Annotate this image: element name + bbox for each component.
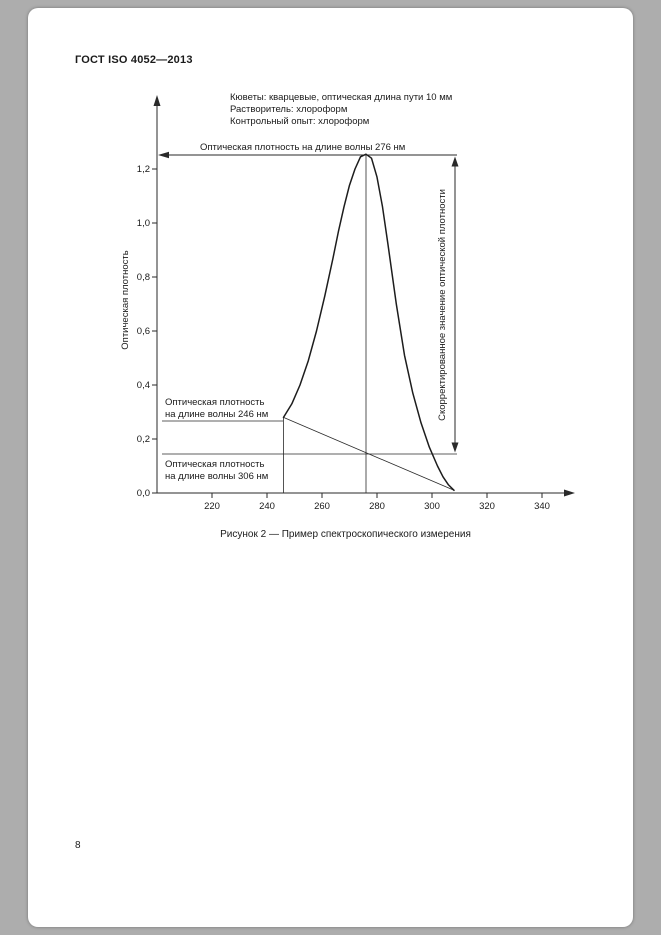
chart-notes bbox=[230, 92, 452, 127]
od306-label-line1: Оптическая плотность bbox=[165, 459, 265, 470]
corrected-arrow-down-icon bbox=[452, 443, 459, 453]
x-tick-marks bbox=[212, 493, 542, 498]
document-header: ГОСТ ISO 4052—2013 bbox=[75, 54, 193, 66]
y-tick-02: 0,2 bbox=[136, 434, 150, 445]
absorption-curve bbox=[284, 154, 455, 490]
x-tick-280: 280 bbox=[369, 501, 385, 512]
note-cuvettes: Кюветы: кварцевые, оптическая длина пути 10 мм bbox=[230, 92, 453, 103]
od306-label-line2: на длине волны 306 нм bbox=[165, 471, 269, 482]
x-tick-320: 320 bbox=[479, 501, 495, 512]
x-tick-220: 220 bbox=[204, 501, 220, 512]
y-axis-label: Оптическая плотность bbox=[120, 250, 131, 350]
note-solvent: Растворитель: хлороформ bbox=[230, 104, 348, 115]
x-tick-260: 260 bbox=[314, 501, 330, 512]
y-tick-04: 0,4 bbox=[136, 380, 150, 391]
y-tick-10: 1,0 bbox=[136, 218, 150, 229]
note-blank: Контрольный опыт: хлороформ bbox=[230, 116, 370, 127]
y-axis-arrow-icon bbox=[154, 95, 161, 106]
x-tick-240: 240 bbox=[259, 501, 275, 512]
corrected-value-label: Скорректированное значение оптической плотности bbox=[437, 189, 448, 421]
spectroscopy-chart bbox=[28, 8, 633, 927]
peak-level-arrow-icon bbox=[158, 152, 169, 158]
od246-label-line2: на длине волны 246 нм bbox=[165, 409, 269, 420]
y-tick-12: 1,2 bbox=[136, 164, 150, 175]
x-tick-labels bbox=[204, 501, 550, 512]
y-tick-0: 0,0 bbox=[136, 488, 150, 499]
y-tick-marks bbox=[152, 169, 157, 493]
y-tick-06: 0,6 bbox=[136, 326, 150, 337]
od246-label-line1: Оптическая плотность bbox=[165, 397, 265, 408]
y-tick-labels bbox=[137, 164, 150, 499]
y-tick-08: 0,8 bbox=[136, 272, 150, 283]
x-axis-arrow-icon bbox=[564, 490, 575, 497]
x-tick-300: 300 bbox=[424, 501, 440, 512]
peak-level-label: Оптическая плотность на длине волны 276 нм bbox=[200, 142, 406, 153]
figure-caption: Рисунок 2 — Пример спектроскопического измерения bbox=[220, 529, 471, 540]
page-number: 8 bbox=[75, 840, 81, 851]
document-page bbox=[28, 8, 633, 927]
corrected-arrow-up-icon bbox=[452, 157, 459, 167]
x-tick-340: 340 bbox=[534, 501, 550, 512]
